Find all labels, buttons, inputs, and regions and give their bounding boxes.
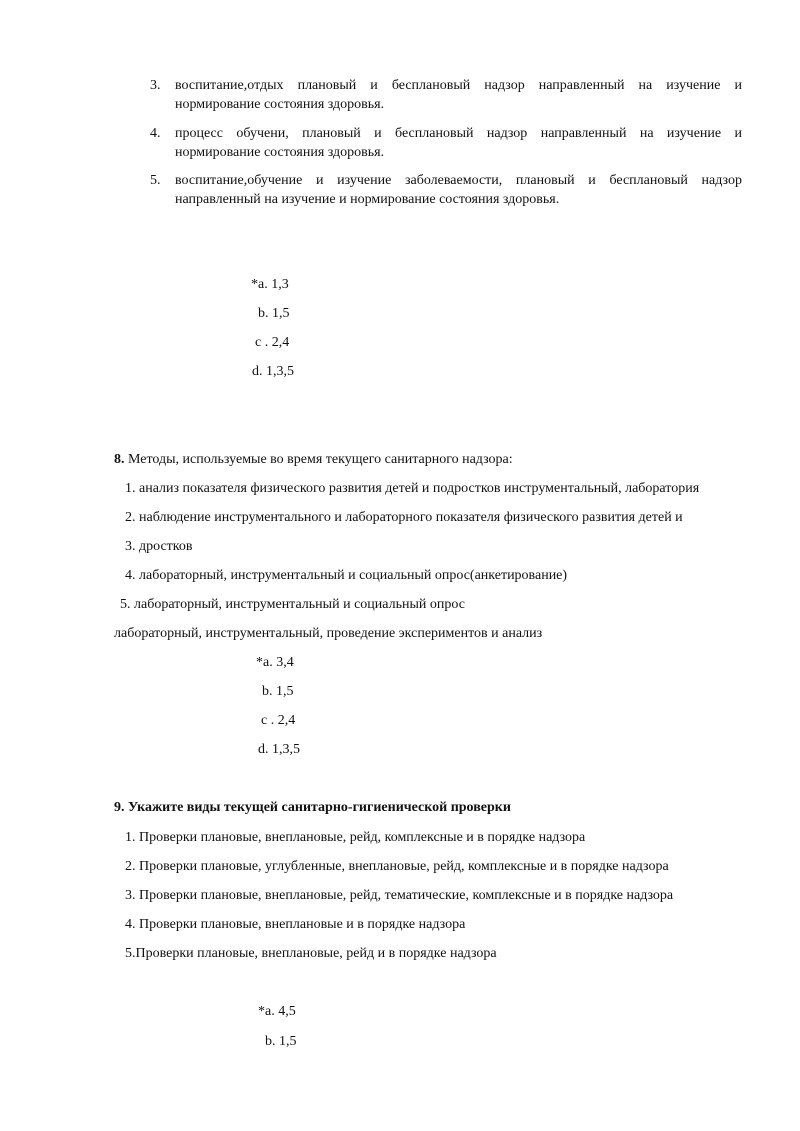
q8-answer-a: *a. 3,4 <box>256 655 294 670</box>
q7-item-3-text-line1: воспитание,отдых плановый и бесплановый надзор направленный на изучение и <box>175 78 742 93</box>
q8-item-5: 5. лабораторный, инструментальный и социальный опрос <box>120 597 465 612</box>
q8-item-4: 4. лабораторный, инструментальный и социальный опрос(анкетирование) <box>125 568 568 583</box>
q8-item-1: 1. анализ показателя физического развития детей и подростков инструментальный, лаборатория <box>125 481 700 496</box>
q7-answer-b: b. 1,5 <box>258 306 290 321</box>
q9-item-1: 1. Проверки плановые, внеплановые, рейд, комплексные и в порядке надзора <box>125 830 586 845</box>
q9-item-5: 5.Проверки плановые, внеплановые, рейд и в порядке надзора <box>125 946 497 961</box>
q9-item-2: 2. Проверки плановые, углубленные, внеплановые, рейд, комплексные и в порядке надзора <box>125 859 669 874</box>
q9-answer-b: b. 1,5 <box>265 1034 297 1049</box>
q9-item-4: 4. Проверки плановые, внеплановые и в порядке надзора <box>125 917 466 932</box>
q8-number: 8. <box>114 452 125 467</box>
q8-title-text: Методы, используемые во время текущего санитарного надзора: <box>128 452 513 467</box>
q7-item-5 <box>150 171 742 209</box>
q9-answer-a: *a. 4,5 <box>258 1004 296 1019</box>
q7-item-5-number: 5. <box>150 173 161 188</box>
q7-item-5-text-line2: направленный на изучение и нормирование состояния здоровья. <box>175 192 560 207</box>
q7-item-4-number: 4. <box>150 126 161 141</box>
q8-item-3: 3. дростков <box>125 539 193 554</box>
q8-answer-b: b. 1,5 <box>262 684 294 699</box>
q7-answer-c: c . 2,4 <box>255 335 290 350</box>
q8-answer-d: d. 1,3,5 <box>258 742 300 757</box>
q7-item-3 <box>150 76 742 114</box>
q7-answer-a: *a. 1,3 <box>251 277 289 292</box>
q8-answer-c: c . 2,4 <box>261 713 296 728</box>
q7-item-3-number: 3. <box>150 78 161 93</box>
q7-item-5-text-line1: воспитание,обучение и изучение заболеваемости, плановый и бесплановый надзор <box>175 173 742 188</box>
q8-extra-line: лабораторный, инструментальный, проведение экспериментов и анализ <box>114 626 543 641</box>
q9-item-3: 3. Проверки плановые, внеплановые, рейд, тематические, комплексные и в порядке надзора <box>125 888 674 903</box>
q7-answer-d: d. 1,3,5 <box>252 364 294 379</box>
q9-title: 9. Укажите виды текущей санитарно-гигиенической проверки <box>114 800 511 815</box>
q7-item-3-text-line2: нормирование состояния здоровья. <box>175 97 385 112</box>
q7-item-4-text-line2: нормирование состояния здоровья. <box>175 145 385 160</box>
q8-item-2: 2. наблюдение инструментального и лабораторного показателя физического развития детей и <box>125 510 683 525</box>
q8-title <box>114 451 513 469</box>
q7-item-4 <box>150 124 742 162</box>
q7-item-4-text-line1: процесс обучени, плановый и бесплановый надзор направленный на изучение и <box>175 126 742 141</box>
